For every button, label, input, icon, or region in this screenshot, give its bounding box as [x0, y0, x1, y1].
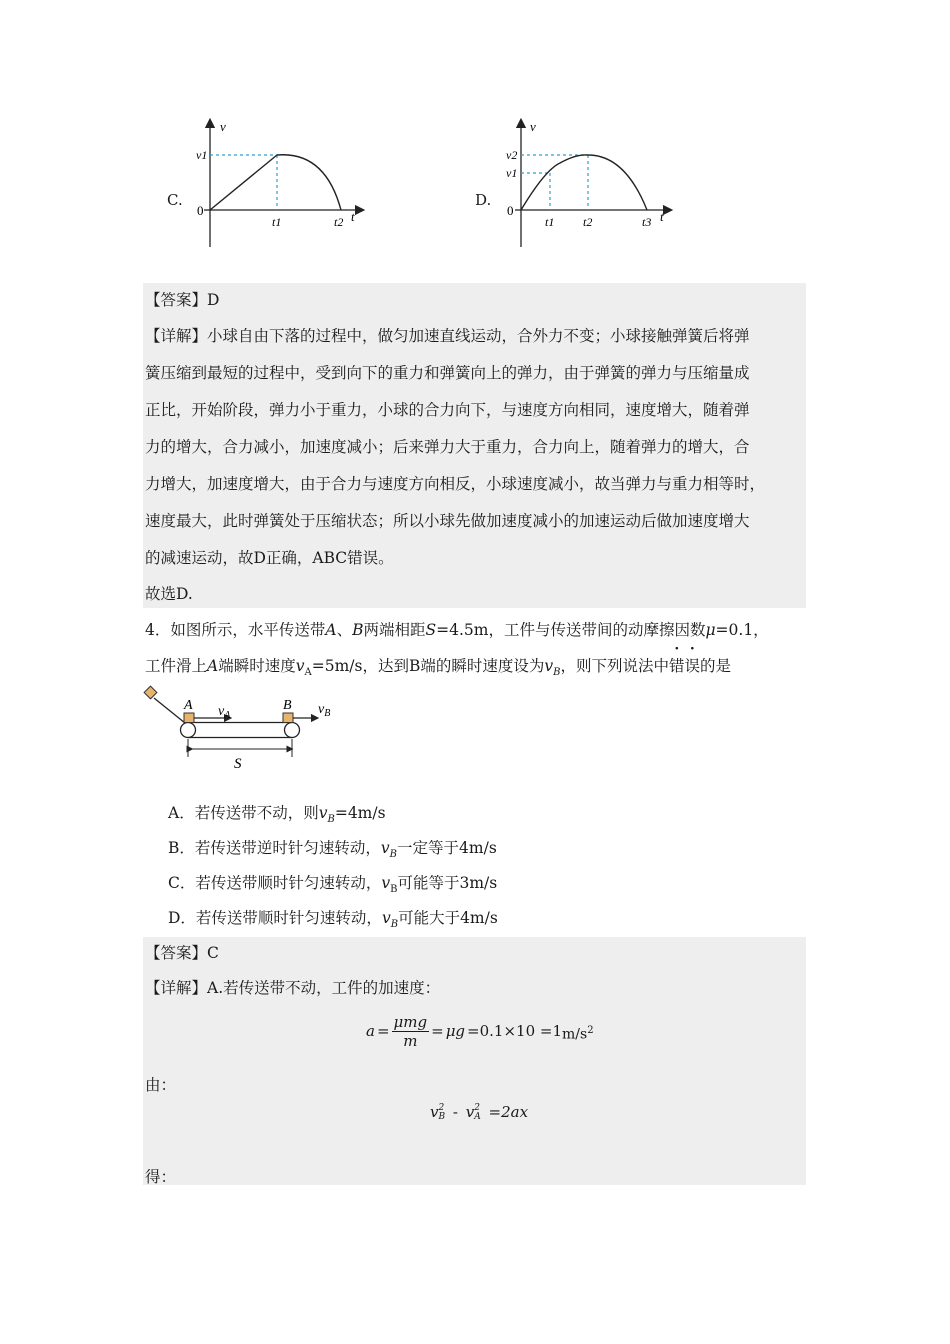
t3-tick: t3 — [642, 215, 652, 229]
conveyor-figure — [140, 685, 350, 773]
velocity-curve — [277, 155, 341, 210]
acceleration-equation: a = μmg m = μg =0.1×10 =1 $m/s^2$ — [366, 1012, 594, 1050]
label-vb: $v_B$ — [318, 702, 331, 719]
q3-detail-line-7: 的减速运动，故D正确，ABC错误。 — [145, 549, 394, 567]
q4-option-b: B．若传送带逆时针匀速转动，$v_B$一定等于4m/s — [168, 839, 497, 861]
q3-detail-line-1: 【详解】小球自由下落的过程中，做匀加速直线运动，合外力不变；小球接触弹簧后将弹 — [145, 327, 750, 345]
fraction: μmg m — [393, 1012, 428, 1050]
v-axis-label: v — [530, 119, 536, 134]
t1-tick: t1 — [545, 215, 555, 229]
v2-tick: v2 — [506, 148, 518, 162]
v-axis-label: v — [220, 119, 226, 134]
q4-de: 得： — [145, 1168, 177, 1186]
q4-option-a: A．若传送带不动，则$v_B=4m/s$ — [168, 804, 386, 826]
origin-label: 0 — [507, 203, 514, 218]
q4-stem-line-1: 4．如图所示，水平传送带A、B两端相距S=4.5m，工件与传送带间的动摩擦因数μ=0.1， — [145, 621, 769, 639]
v1-tick: v1 — [506, 166, 518, 180]
q3-detail-line-2: 簧压缩到最短的过程中，受到向下的重力和弹簧向上的弹力，由于弹簧的弹力与压缩量成 — [145, 364, 750, 382]
q3-detail-line-4: 力的增大，合力减小，加速度减小；后来弹力大于重力，合力向上，随着弹力的增大，合 — [145, 438, 750, 456]
option-c-label: C. — [167, 191, 183, 209]
origin-label: 0 — [197, 203, 204, 218]
q3-detail-line-5: 力增大，加速度增大，由于合力与速度方向相反，小球速度减小，故当弹力与重力相等时， — [145, 475, 766, 493]
q3-detail-line-3: 正比，开始阶段，弹力小于重力，小球的合力向下，与速度方向相同，速度增大，随着弹 — [145, 401, 750, 419]
label-b: B — [283, 698, 292, 713]
label-va: $v_A$ — [218, 704, 231, 721]
right-pulley — [285, 723, 300, 738]
workpiece-b — [283, 713, 293, 723]
workpiece-a — [184, 713, 194, 723]
kinematics-equation: v 2 B - v 2 A =2ax — [430, 1103, 529, 1122]
left-pulley — [181, 723, 196, 738]
q3-conclusion: 故选D. — [145, 585, 193, 603]
option-d-label: D. — [475, 191, 492, 209]
t-axis-label: t — [351, 209, 355, 224]
label-s: S — [234, 756, 242, 772]
q3-detail-line-6: 速度最大，此时弹簧处于压缩状态；所以小球先做加速度减小的加速运动后做加速度增大 — [145, 512, 750, 530]
q4-option-c: C．若传送带顺时针匀速转动，$v_B$可能等于3m/s — [168, 874, 498, 896]
emphasis-char: 误 — [684, 657, 701, 675]
q4-stem-line-2: 工件滑上A端瞬时速度$v_A=5m/s$，达到B端的瞬时速度设为$v_B$，则下列说法中错误的是 — [145, 654, 731, 678]
t-axis-label: t — [660, 209, 664, 224]
v1-tick: v1 — [196, 148, 208, 162]
q4-answer: 【答案】C — [145, 944, 219, 962]
q4-option-d: D．若传送带顺时针匀速转动，$v_B$可能大于4m/s — [168, 909, 498, 931]
emphasis-char: 错 — [669, 657, 685, 675]
q4-answer-box — [143, 937, 806, 1185]
t2-tick: t2 — [583, 215, 593, 229]
ramp — [154, 698, 185, 723]
velocity-line — [210, 155, 277, 210]
graph-c — [180, 115, 390, 255]
q3-answer: 【答案】D — [145, 291, 220, 309]
t1-tick: t1 — [272, 215, 282, 229]
q4-you: 由： — [145, 1076, 177, 1094]
label-a: A — [184, 698, 193, 713]
graph-d — [490, 115, 690, 255]
q4-detail: 【详解】A.若传送带不动，工件的加速度： — [145, 979, 441, 997]
velocity-curve — [521, 155, 647, 210]
workpiece-on-ramp — [144, 686, 157, 699]
t2-tick: t2 — [334, 215, 344, 229]
